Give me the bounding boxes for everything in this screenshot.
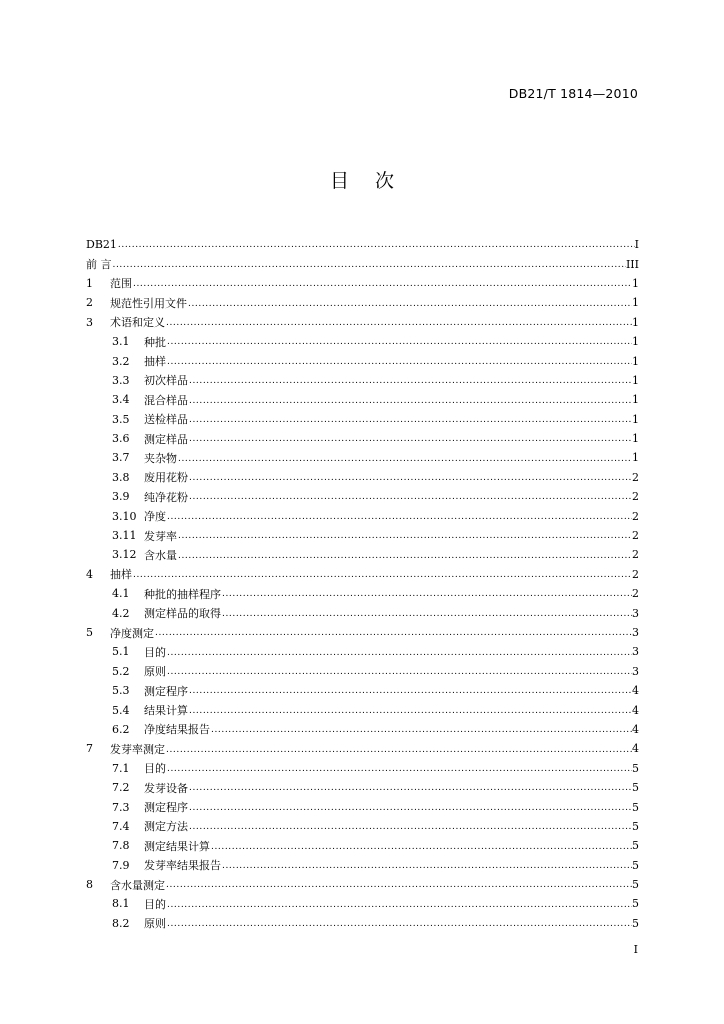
toc-entry-number: 7 — [86, 742, 93, 756]
toc-entry-page: 2 — [632, 529, 639, 543]
toc-entry-title: 术语和定义 — [110, 316, 165, 330]
dot-leader — [210, 843, 632, 852]
dot-leader — [177, 532, 632, 541]
toc-entry-title: 测定样品的取得 — [144, 607, 221, 621]
toc-entry[interactable] — [86, 817, 639, 836]
toc-entry[interactable] — [86, 468, 639, 487]
dot-leader — [187, 300, 632, 309]
toc-entry[interactable] — [86, 759, 639, 778]
toc-entry[interactable] — [86, 914, 639, 933]
dot-leader — [188, 397, 632, 406]
toc-entry-title: 发芽率 — [144, 529, 177, 543]
toc-entry[interactable] — [86, 681, 639, 700]
toc-entry-title: 结果计算 — [144, 704, 188, 718]
toc-entry-page: 3 — [632, 626, 639, 639]
toc-entry-number: 8.2 — [112, 916, 130, 930]
toc-entry-page: 1 — [632, 276, 639, 290]
toc-entry-page: 3 — [632, 664, 639, 678]
toc-entry[interactable] — [86, 235, 639, 254]
toc-entry-title: 发芽率结果报告 — [144, 859, 221, 873]
dot-leader — [166, 338, 632, 347]
toc-entry[interactable] — [86, 623, 639, 642]
toc-entry-page: 1 — [632, 451, 639, 465]
toc-entry-page: 1 — [632, 373, 639, 387]
dot-leader — [221, 590, 632, 599]
toc-entry-title: 目的 — [144, 762, 166, 776]
toc-entry-title: 测定程序 — [144, 684, 188, 698]
toc-entry-title: DB21 — [86, 238, 117, 252]
toc-entry-number: 4.2 — [112, 606, 130, 620]
toc-entry[interactable] — [86, 545, 639, 564]
dot-leader — [177, 455, 632, 464]
toc-entry-title: 原则 — [144, 665, 166, 679]
dot-leader — [221, 862, 632, 871]
toc-entry-number: 8 — [86, 878, 93, 892]
dot-leader — [166, 649, 632, 658]
dot-leader — [188, 804, 632, 813]
toc-entry-title: 抽样 — [144, 355, 166, 369]
dot-leader — [188, 784, 632, 793]
toc-entry-page: 2 — [632, 567, 639, 581]
toc-entry[interactable] — [86, 894, 639, 913]
toc-entry[interactable] — [86, 506, 639, 525]
toc-entry-number: 4.1 — [112, 587, 130, 601]
dot-leader — [165, 319, 632, 328]
document-code: DB21/T 1814—2010 — [508, 86, 638, 101]
toc-entry-page: 4 — [632, 684, 639, 698]
toc-entry-page: 3 — [632, 606, 639, 620]
toc-entry-title: 含水量 — [144, 548, 177, 562]
toc-entry-number: 5.4 — [112, 703, 130, 717]
toc-entry-title: 初次样品 — [144, 374, 188, 388]
toc-entry[interactable] — [86, 836, 639, 855]
toc-entry-number: 7.3 — [112, 800, 130, 814]
toc-entry[interactable] — [86, 313, 639, 332]
toc-entry-page: 5 — [632, 800, 639, 814]
toc-entry-page: I — [634, 238, 639, 252]
dot-leader — [112, 261, 626, 270]
toc-entry-number: 3.11 — [112, 529, 137, 543]
toc-entry[interactable] — [86, 429, 639, 448]
dot-leader — [132, 571, 632, 580]
toc-entry-title: 范围 — [110, 277, 132, 291]
page-number: I — [633, 943, 638, 956]
toc-entry-page: 1 — [632, 354, 639, 368]
toc-entry-page: 1 — [632, 432, 639, 446]
toc-entry-page: 5 — [632, 916, 639, 930]
toc-entry-number: 3.7 — [112, 451, 130, 465]
toc-entry-number: 3.9 — [112, 490, 130, 504]
toc-entry[interactable] — [86, 700, 639, 719]
toc-entry[interactable] — [86, 351, 639, 370]
toc-entry-page: 1 — [632, 296, 639, 310]
toc-entry[interactable] — [86, 487, 639, 506]
toc-entry-number: 1 — [86, 276, 93, 290]
toc-entry-page: 4 — [632, 742, 639, 756]
toc-entry-number: 2 — [86, 296, 93, 310]
toc-entry-title: 目的 — [144, 897, 166, 911]
dot-leader — [166, 765, 632, 774]
table-of-contents — [86, 235, 639, 933]
toc-entry-number: 3.4 — [112, 393, 130, 407]
dot-leader — [188, 707, 632, 716]
toc-entry-title: 测定结果计算 — [144, 839, 210, 853]
toc-entry[interactable] — [86, 410, 639, 429]
toc-entry-page: 1 — [632, 315, 639, 329]
toc-entry-page: 3 — [632, 645, 639, 659]
toc-entry-title: 纯净花粉 — [144, 490, 188, 504]
toc-entry-number: 7.1 — [112, 761, 130, 775]
toc-entry-title: 发芽率测定 — [110, 742, 165, 756]
toc-entry[interactable] — [86, 565, 639, 584]
page-title: 目 次 — [329, 170, 405, 192]
toc-entry-number: 3.6 — [112, 432, 130, 446]
toc-entry-title: 发芽设备 — [144, 781, 188, 795]
toc-entry-title: 测定程序 — [144, 801, 188, 815]
toc-entry-title: 净度 — [144, 510, 166, 524]
toc-entry-number: 3.2 — [112, 354, 130, 368]
toc-entry-page: 1 — [632, 393, 639, 407]
toc-entry-page: 2 — [632, 470, 639, 484]
dot-leader — [132, 280, 632, 289]
toc-entry-number: 8.1 — [112, 897, 130, 911]
dot-leader — [165, 881, 632, 890]
toc-entry-page: III — [625, 257, 639, 271]
toc-entry-page: 4 — [632, 703, 639, 717]
toc-entry-number: 3.12 — [112, 548, 137, 562]
toc-entry-page: 1 — [632, 412, 639, 426]
toc-entry-number: 3.8 — [112, 470, 130, 484]
toc-entry-page: 5 — [632, 819, 639, 833]
toc-entry-title: 净度结果报告 — [144, 723, 210, 737]
toc-entry-number: 5.3 — [112, 684, 130, 698]
toc-entry[interactable] — [86, 603, 639, 622]
toc-entry[interactable] — [86, 526, 639, 545]
dot-leader — [117, 241, 635, 250]
toc-entry-number: 3.10 — [112, 509, 137, 523]
toc-entry-title: 抽样 — [110, 568, 132, 582]
toc-entry-page: 2 — [632, 509, 639, 523]
toc-entry-title: 规范性引用文件 — [110, 296, 187, 310]
toc-entry-page: 4 — [632, 722, 639, 736]
toc-entry-title: 测定样品 — [144, 432, 188, 446]
dot-leader — [166, 358, 632, 367]
toc-entry-number: 5 — [86, 626, 93, 639]
dot-leader — [165, 746, 632, 755]
toc-entry-number: 3 — [86, 315, 93, 329]
toc-entry-number: 3.3 — [112, 373, 130, 387]
toc-entry-title: 测定方法 — [144, 820, 188, 834]
toc-entry[interactable] — [86, 274, 639, 293]
toc-entry-number: 7.4 — [112, 819, 130, 833]
toc-entry-number: 7.8 — [112, 839, 130, 853]
toc-entry[interactable] — [86, 448, 639, 467]
toc-entry-number: 5.2 — [112, 664, 130, 678]
toc-entry-page: 2 — [632, 587, 639, 601]
toc-entry[interactable] — [86, 662, 639, 681]
dot-leader — [166, 901, 632, 910]
dot-leader — [188, 377, 632, 386]
dot-leader — [188, 416, 632, 425]
toc-entry[interactable] — [86, 778, 639, 797]
toc-entry[interactable] — [86, 254, 639, 273]
toc-entry-number: 7.9 — [112, 858, 130, 872]
toc-entry-title: 混合样品 — [144, 393, 188, 407]
toc-entry-number: 4 — [86, 567, 93, 581]
toc-entry-number: 3.1 — [112, 335, 130, 349]
dot-leader — [188, 435, 632, 444]
toc-entry-title: 夹杂物 — [144, 451, 177, 465]
toc-entry-title: 废用花粉 — [144, 471, 188, 485]
toc-entry-number: 5.1 — [112, 645, 130, 659]
toc-entry-title: 含水量测定 — [110, 878, 165, 892]
toc-entry-title: 目的 — [144, 645, 166, 659]
dot-leader — [221, 610, 632, 619]
dot-leader — [188, 687, 632, 696]
dot-leader — [188, 493, 632, 502]
toc-entry[interactable] — [86, 856, 639, 875]
toc-entry[interactable] — [86, 390, 639, 409]
dot-leader — [188, 474, 632, 483]
toc-entry-page: 5 — [632, 761, 639, 775]
dot-leader — [166, 668, 632, 677]
toc-entry[interactable] — [86, 293, 639, 312]
toc-entry[interactable] — [86, 332, 639, 351]
toc-entry-page: 5 — [632, 897, 639, 911]
toc-entry-title: 送检样品 — [144, 413, 188, 427]
dot-leader — [166, 513, 632, 522]
toc-entry[interactable] — [86, 720, 639, 739]
toc-entry-title: 净度测定 — [110, 626, 154, 640]
dot-leader — [210, 726, 632, 735]
dot-leader — [154, 629, 632, 638]
toc-entry[interactable] — [86, 642, 639, 661]
toc-entry-number: 6.2 — [112, 722, 130, 736]
toc-entry-title: 原则 — [144, 917, 166, 931]
dot-leader — [166, 920, 632, 929]
toc-entry-page: 2 — [632, 548, 639, 562]
toc-entry[interactable] — [86, 739, 639, 758]
toc-entry[interactable] — [86, 797, 639, 816]
toc-entry-page: 5 — [632, 878, 639, 892]
toc-entry-page: 5 — [632, 839, 639, 853]
toc-entry-title: 种批 — [144, 335, 166, 349]
toc-entry[interactable] — [86, 584, 639, 603]
toc-entry-page: 2 — [632, 490, 639, 504]
toc-entry-page: 1 — [632, 335, 639, 349]
toc-entry-title: 前 言 — [86, 258, 112, 272]
toc-entry[interactable] — [86, 875, 639, 894]
toc-entry-page: 5 — [632, 781, 639, 795]
toc-entry-title: 种批的抽样程序 — [144, 587, 221, 601]
toc-entry-number: 3.5 — [112, 412, 130, 426]
toc-entry-page: 5 — [632, 858, 639, 872]
toc-entry-number: 7.2 — [112, 781, 130, 795]
dot-leader — [188, 823, 632, 832]
dot-leader — [177, 552, 632, 561]
toc-entry[interactable] — [86, 371, 639, 390]
